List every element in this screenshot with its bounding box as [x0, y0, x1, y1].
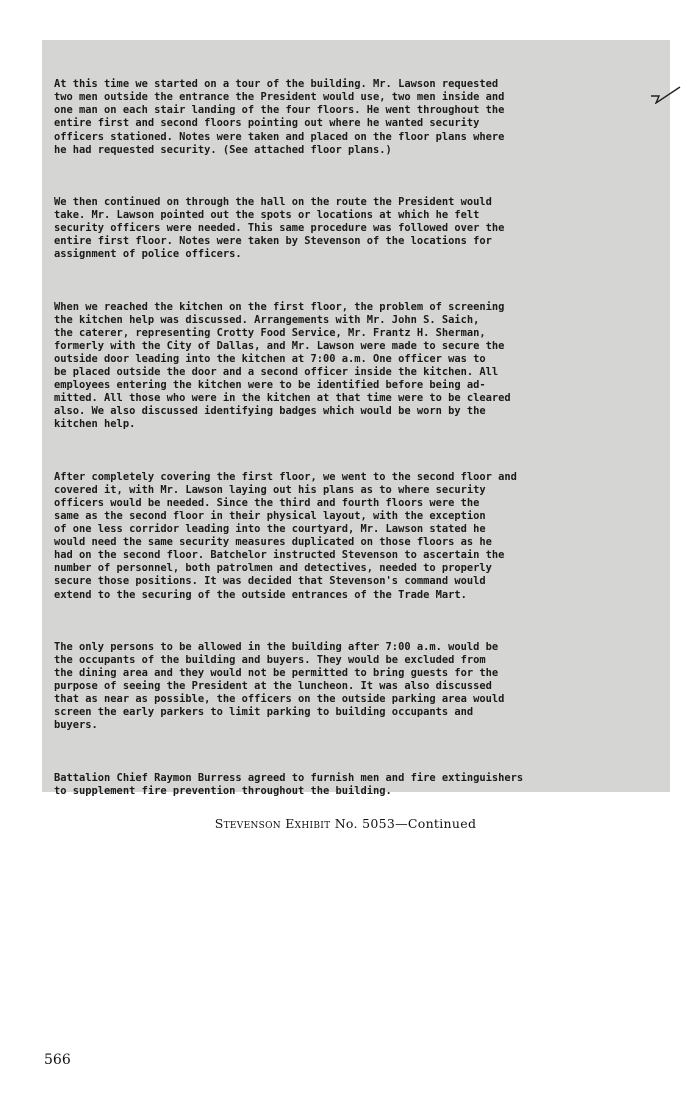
- scanned-typed-page: [42, 40, 670, 797]
- page-number: 566: [44, 1052, 71, 1068]
- typed-text-body: [54, 52, 660, 824]
- handwritten-check-mark: [650, 84, 682, 104]
- exhibit-caption-number: No. 5053—Continued: [330, 816, 477, 831]
- paragraph-fire-prevention: Battalion Chief Raymon Burress agreed to furnish men and fire extinguishers to supplement fire prevention throughout the building.: [54, 771, 524, 797]
- paragraph-building-access: The only persons to be allowed in the building after 7:00 a.m. would be the occupants of the building and buyers. They would be excluded from the dining area and they would not be permitted to bring guests for the purpose of seeing the President at the luncheon. It was also discussed that as near as possible, the officers on the outside parking area would screen the early parkers to limit parking to building occupants and buyers.: [54, 640, 505, 732]
- exhibit-caption: [0, 816, 691, 831]
- paragraph-second-floor: After completely covering the first floor, we went to the second floor and covered it, with Mr. Lawson laying out his plans as to where security officers would be needed. Since the third and fourth floors were the same as the second floor in their physical layout, with the exception of one less corridor leading into the courtyard, Mr. Lawson stated he would need the same security measures duplicated on those floors as he had on the second floor. Batchelor instructed Stevenson to ascertain the number of personnel, both patrolmen and detectives, needed to properly secure those positions. It was decided that Stevenson's command would extend to the securing of the outside entrances of the Trade Mart.: [54, 470, 517, 601]
- paragraph-building-tour: At this time we started on a tour of the building. Mr. Lawson requested two men outside the entrance the President would use, two men inside and one man on each stair landing of the four floors. He went throughout the entire first and second floors pointing out where he wanted security officers stationed. Notes were taken and placed on the floor plans where he had requested security. (See attached floor plans.): [54, 78, 505, 156]
- exhibit-caption-name: Stevenson Exhibit: [214, 816, 331, 831]
- paragraph-kitchen-screening: When we reached the kitchen on the first floor, the problem of screening the kitchen help was discussed. Arrangements with Mr. John S. Saich, the caterer, representing Crotty Food Service, Mr. Frantz H. Sherman, formerly with the City of Dallas, and Mr. Lawson were made to secure the outside door leading into the kitchen at 7:00 a.m. One officer was to be placed outside the door and a second officer inside the kitchen. All employees entering the kitchen were to be identified before being ad- mitted. All those who were in the kitchen at that time were to be cleared also. We also discussed identifying badges which would be worn by the kitchen help.: [54, 300, 511, 431]
- paragraph-president-route: We then continued on through the hall on the route the President would take. Mr. Lawson pointed out the spots or locations at which he felt security officers were needed. This same procedure was followed over the entire first floor. Notes were taken by Stevenson of the locations for assignment of police officers.: [54, 195, 505, 261]
